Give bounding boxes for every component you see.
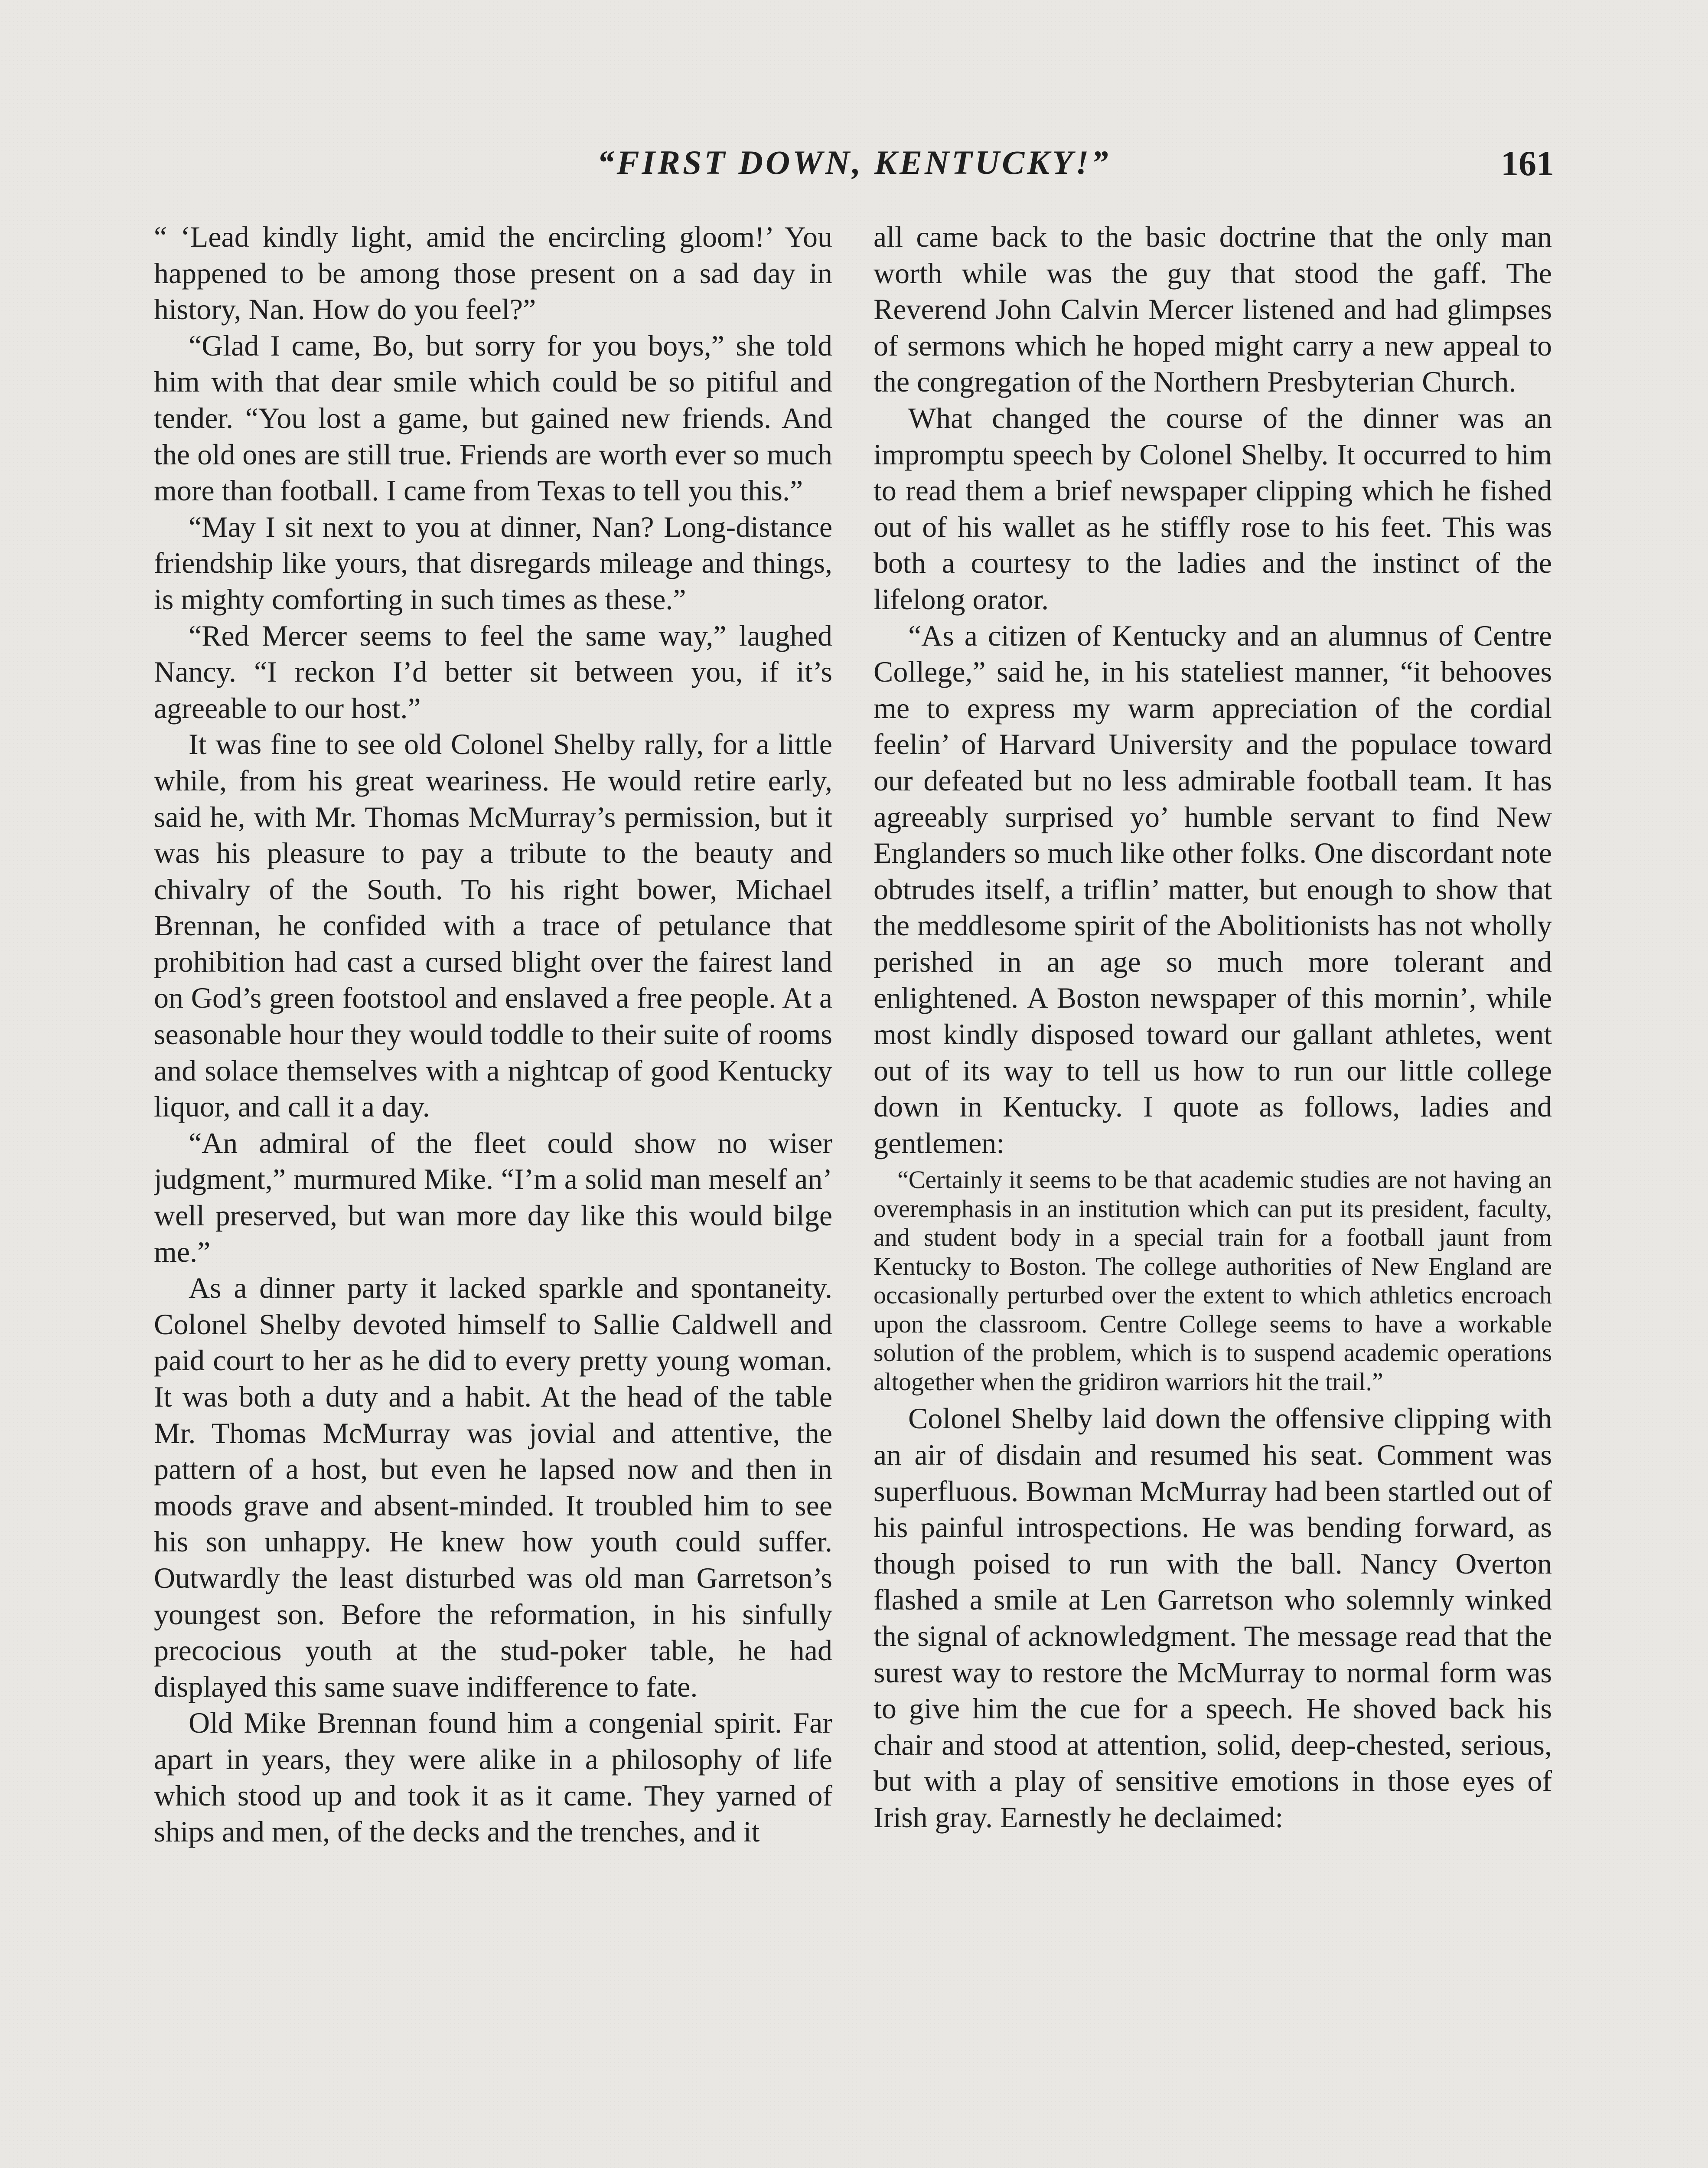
paragraph: Colonel Shelby laid down the offensive clipping with an air of disdain and resumed his seat. Comment was superfluous. Bowman McMurray had been startled out of his painful introspections. He was bending forward, as though poised to run with the ball. Nancy Overton flashed a smile at Len Garretson who solemnly winked the signal of acknowledgment. The message read that the surest way to restore the McMurray to normal form was to give him the cue for a speech. He shoved back his chair and stood at attention, solid, deep-chested, serious, but with a play of sensitive emotions in those eyes of Irish gray. Earnestly he declaimed: bbox=[874, 1402, 1552, 1834]
paragraph: What changed the course of the dinner was an impromptu speech by Colonel Shelby. It occurred to him to read them a brief newspaper clipping which he fished out of his wallet as he stiffly rose to his feet. This was both a courtesy to the ladies and the instinct of the lifelong orator. bbox=[874, 401, 1552, 616]
paragraph: all came back to the basic doctrine that the only man worth while was the guy that stood the gaff. The Reverend John Calvin Mercer listened and had glimpses of sermons which he hoped might carry a new appeal to the congregation of the Northern Presbyterian Church. bbox=[874, 220, 1552, 398]
running-header bbox=[154, 143, 1554, 195]
paragraph: “Red Mercer seems to feel the same way,” laughed Nancy. “I reckon I’d better sit between you, if it’s agreeable to our host.” bbox=[154, 619, 832, 725]
right-column bbox=[874, 219, 1552, 2168]
running-head-title: “FIRST DOWN, KENTUCKY!” bbox=[597, 144, 1111, 181]
paragraph: “ ‘Lead kindly light, amid the encircling gloom!’ You happened to be among those present on a sad day in history, Nan. How do you feel?” bbox=[154, 220, 832, 326]
paragraph: “May I sit next to you at dinner, Nan? Long-distance friendship like yours, that disregards mileage and things, is mighty comforting in such times as these.” bbox=[154, 510, 832, 616]
newspaper-quote: “Certainly it seems to be that academic studies are not having an overemphasis in an institution which can put its president, faculty, and student body in a special train for a football jaunt from Kentucky to Boston. The college authorities of New England are occasionally perturbed over the extent to which athletics encroach upon the classroom. Centre College seems to have a workable solution of the problem, which is to suspend academic operations altogether when the gridiron warriors hit the trail.” bbox=[874, 1166, 1552, 1396]
paragraph: “Glad I came, Bo, but sorry for you boys,” she told him with that dear smile which could be so pitiful and tender. “You lost a game, but gained new friends. And the old ones are still true. Friends are worth ever so much more than football. I came from Texas to tell you this.” bbox=[154, 329, 832, 507]
page-number: 161 bbox=[1501, 144, 1554, 183]
paragraph: As a dinner party it lacked sparkle and spontaneity. Colonel Shelby devoted himself to Sallie Caldwell and paid court to her as he did to every pretty young woman. It was both a duty and a habit. At the head of the table Mr. Thomas McMurray was jovial and attentive, the pattern of a host, but even he lapsed now and then in moods grave and absent-minded. It troubled him to see his son unhappy. He knew how youth could suffer. Outwardly the least disturbed was old man Garretson’s youngest son. Before the reformation, in his sinfully precocious youth at the stud-poker table, he had displayed this same suave indifference to fate. bbox=[154, 1271, 832, 1703]
paragraph: Old Mike Brennan found him a congenial spirit. Far apart in years, they were alike in a philosophy of life which stood up and took it as it came. They yarned of ships and men, of the decks and the trenches, and it bbox=[154, 1706, 832, 1848]
left-column bbox=[154, 219, 832, 2168]
paragraph: “As a citizen of Kentucky and an alumnus of Centre College,” said he, in his stateliest manner, “it behooves me to express my warm appreciation of the cordial feelin’ of Harvard University and the populace toward our defeated but no less admirable football team. It has agreeably surprised yo’ humble servant to find New Englanders so much like other folks. One discordant note obtrudes itself, a triflin’ matter, but enough to show that the meddlesome spirit of the Abolitionists has not wholly perished in an age so much more tolerant and enlightened. A Boston newspaper of this mornin’, while most kindly disposed toward our gallant athletes, went out of its way to tell us how to run our little college down in Kentucky. I quote as follows, ladies and gentlemen: bbox=[874, 619, 1552, 1159]
paragraph: It was fine to see old Colonel Shelby rally, for a little while, from his great weariness. He would retire early, said he, with Mr. Thomas McMurray’s permission, but it was his pleasure to pay a tribute to the beauty and chivalry of the South. To his right bower, Michael Brennan, he confided with a trace of petulance that prohibition had cast a cursed blight over the fairest land on God’s green footstool and enslaved a free people. At a seasonable hour they would toddle to their suite of rooms and solace themselves with a nightcap of good Kentucky liquor, and call it a day. bbox=[154, 728, 832, 1123]
paragraph: “An admiral of the fleet could show no wiser judgment,” murmured Mike. “I’m a solid man meself an’ well preserved, but wan more day like this would bilge me.” bbox=[154, 1126, 832, 1268]
